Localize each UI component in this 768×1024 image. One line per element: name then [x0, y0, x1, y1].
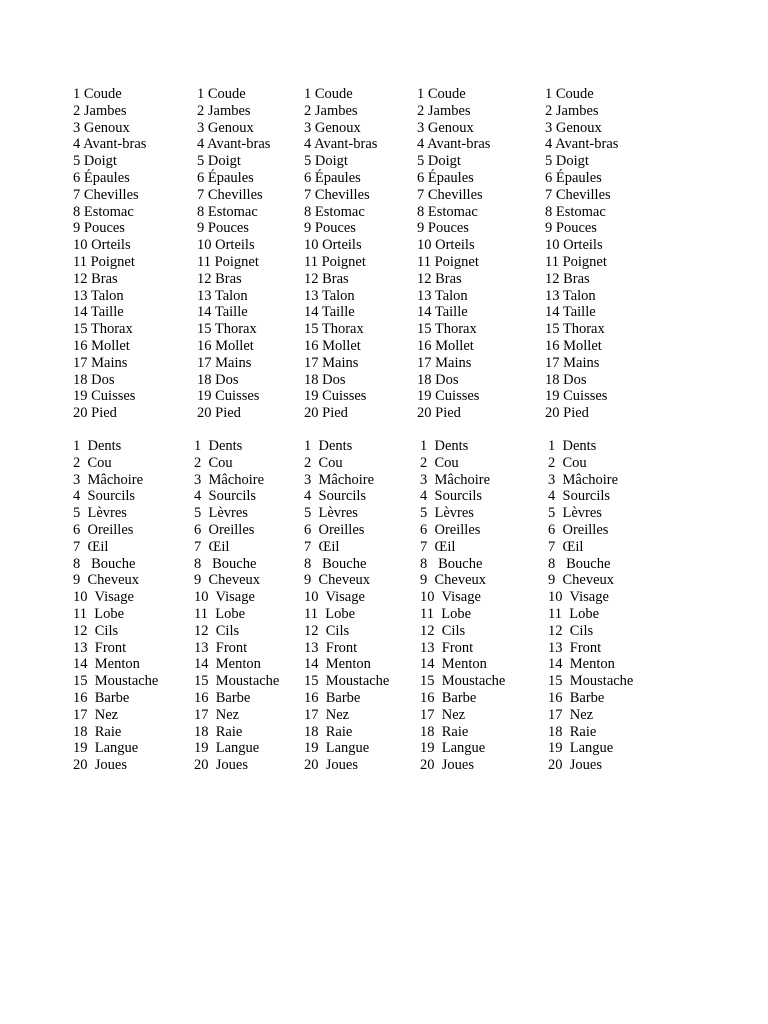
- list-item: 9 Cheveux: [420, 572, 487, 589]
- list-item: 12 Bras: [417, 270, 462, 287]
- list-column-2: [194, 438, 279, 774]
- list-item: 7 Chevilles: [545, 186, 611, 203]
- list-item: 16 Barbe: [194, 689, 251, 706]
- list-item: 14 Taille: [197, 304, 248, 321]
- list-item: 11 Poignet: [545, 253, 607, 270]
- list-item: 14 Menton: [304, 656, 371, 673]
- list-item: 20 Pied: [545, 405, 589, 422]
- list-item: 19 Cuisses: [73, 388, 136, 405]
- list-item: 8 Estomac: [417, 203, 478, 220]
- list-item: 18 Dos: [73, 371, 115, 388]
- list-item: 15 Thorax: [73, 321, 133, 338]
- list-item: 2 Jambes: [304, 102, 358, 119]
- list-item: 4 Sourcils: [194, 488, 257, 505]
- list-item: 2 Jambes: [545, 102, 599, 119]
- list-item: 2 Cou: [304, 454, 343, 471]
- list-item: 9 Pouces: [417, 220, 469, 237]
- list-item: 11 Poignet: [304, 253, 366, 270]
- list-item: 10 Orteils: [304, 237, 362, 254]
- list-item: 1 Dents: [420, 438, 469, 454]
- list-item: 16 Barbe: [420, 689, 477, 706]
- list-item: 7 Chevilles: [304, 186, 370, 203]
- list-item: 1 Coude: [304, 86, 353, 102]
- list-item: 6 Oreilles: [73, 521, 134, 538]
- list-item: 12 Cils: [304, 622, 350, 639]
- list-item: 13 Talon: [73, 287, 124, 304]
- list-item: 11 Lobe: [548, 605, 600, 622]
- list-item: 10 Visage: [304, 589, 365, 606]
- list-item: 19 Cuisses: [417, 388, 480, 405]
- list-item: 4 Sourcils: [304, 488, 367, 505]
- list-item: 9 Pouces: [304, 220, 356, 237]
- list-item: 16 Mollet: [304, 337, 361, 354]
- list-item: 14 Taille: [417, 304, 468, 321]
- list-item: 6 Épaules: [73, 169, 130, 186]
- list-item: 6 Oreilles: [420, 521, 481, 538]
- list-item: 9 Cheveux: [548, 572, 615, 589]
- list-item: 18 Raie: [194, 723, 243, 740]
- list-item: 5 Lèvres: [548, 505, 602, 522]
- list-item: 7 Œil: [304, 538, 340, 555]
- list-item: 17 Nez: [73, 706, 119, 723]
- list-item: 12 Cils: [420, 622, 466, 639]
- list-item: 9 Pouces: [545, 220, 597, 237]
- list-item: 10 Orteils: [73, 237, 131, 254]
- list-item: 18 Dos: [417, 371, 459, 388]
- list-item: 8 Estomac: [73, 203, 134, 220]
- list-item: 15 Moustache: [548, 673, 634, 690]
- list-item: 13 Front: [420, 639, 474, 656]
- list-item: 9 Cheveux: [73, 572, 140, 589]
- list-item: 17 Nez: [304, 706, 350, 723]
- list-item: 4 Avant-bras: [545, 136, 619, 153]
- list-item: 13 Front: [304, 639, 358, 656]
- list-item: 8 Estomac: [304, 203, 365, 220]
- list-column-1: [73, 86, 146, 422]
- list-item: 17 Mains: [545, 354, 600, 371]
- list-item: 11 Poignet: [197, 253, 259, 270]
- list-item: 19 Langue: [304, 740, 370, 757]
- list-item: 1 Dents: [304, 438, 353, 454]
- list-item: 6 Épaules: [304, 169, 361, 186]
- list-item: 20 Joues: [194, 757, 248, 774]
- list-item: 11 Poignet: [73, 253, 135, 270]
- list-item: 2 Cou: [73, 454, 112, 471]
- list-item: 7 Œil: [194, 538, 230, 555]
- list-item: 11 Lobe: [194, 605, 246, 622]
- list-item: 12 Cils: [548, 622, 594, 639]
- list-item: 2 Jambes: [73, 102, 127, 119]
- list-item: 18 Raie: [420, 723, 469, 740]
- list-item: 9 Pouces: [197, 220, 249, 237]
- list-item: 7 Œil: [548, 538, 584, 555]
- list-item: 17 Mains: [304, 354, 359, 371]
- list-item: 5 Lèvres: [194, 505, 248, 522]
- list-item: 7 Chevilles: [417, 186, 483, 203]
- list-item: 16 Barbe: [73, 689, 130, 706]
- list-item: 16 Mollet: [197, 337, 254, 354]
- list-item: 12 Bras: [545, 270, 590, 287]
- list-item: 16 Barbe: [304, 689, 361, 706]
- list-item: 7 Œil: [420, 538, 456, 555]
- list-item: 3 Genoux: [545, 119, 602, 136]
- list-item: 15 Thorax: [545, 321, 605, 338]
- list-item: 14 Taille: [545, 304, 596, 321]
- list-item: 10 Visage: [548, 589, 609, 606]
- list-item: 4 Sourcils: [73, 488, 136, 505]
- list-item: 19 Cuisses: [304, 388, 367, 405]
- list-column-1: [73, 438, 158, 774]
- list-item: 1 Coude: [73, 86, 122, 102]
- list-item: 13 Front: [194, 639, 248, 656]
- list-item: 2 Cou: [194, 454, 233, 471]
- list-item: 15 Moustache: [420, 673, 506, 690]
- list-item: 20 Pied: [304, 405, 348, 422]
- list-item: 20 Pied: [73, 405, 117, 422]
- list-item: 10 Orteils: [197, 237, 255, 254]
- list-item: 6 Épaules: [197, 169, 254, 186]
- list-column-4: [420, 438, 505, 774]
- list-item: 12 Cils: [194, 622, 240, 639]
- list-item: 19 Cuisses: [545, 388, 608, 405]
- list-item: 15 Moustache: [194, 673, 280, 690]
- list-item: 7 Chevilles: [197, 186, 263, 203]
- list-column-3: [304, 438, 389, 774]
- list-item: 8 Bouche: [304, 555, 367, 572]
- list-item: 13 Talon: [417, 287, 468, 304]
- list-item: 4 Sourcils: [420, 488, 483, 505]
- list-item: 3 Mâchoire: [194, 471, 265, 488]
- list-item: 14 Taille: [304, 304, 355, 321]
- list-item: 18 Raie: [73, 723, 122, 740]
- list-item: 17 Mains: [417, 354, 472, 371]
- list-item: 14 Menton: [73, 656, 140, 673]
- list-item: 19 Langue: [73, 740, 139, 757]
- list-item: 5 Doigt: [73, 153, 117, 170]
- list-item: 1 Dents: [548, 438, 597, 454]
- list-item: 1 Coude: [417, 86, 466, 102]
- list-item: 10 Orteils: [545, 237, 603, 254]
- list-item: 3 Mâchoire: [548, 471, 619, 488]
- list-item: 20 Joues: [420, 757, 474, 774]
- list-item: 19 Langue: [194, 740, 260, 757]
- list-item: 18 Dos: [197, 371, 239, 388]
- list-item: 12 Bras: [304, 270, 349, 287]
- list-item: 18 Raie: [548, 723, 597, 740]
- list-item: 10 Visage: [420, 589, 481, 606]
- list-item: 20 Pied: [417, 405, 461, 422]
- list-item: 5 Lèvres: [304, 505, 358, 522]
- list-item: 17 Nez: [420, 706, 466, 723]
- list-item: 19 Langue: [548, 740, 614, 757]
- list-item: 20 Joues: [304, 757, 358, 774]
- list-item: 4 Avant-bras: [73, 136, 147, 153]
- list-item: 3 Mâchoire: [304, 471, 375, 488]
- list-item: 20 Pied: [197, 405, 241, 422]
- list-item: 10 Orteils: [417, 237, 475, 254]
- list-item: 11 Poignet: [417, 253, 479, 270]
- list-item: 15 Moustache: [304, 673, 390, 690]
- list-item: 9 Cheveux: [304, 572, 371, 589]
- list-item: 4 Sourcils: [548, 488, 611, 505]
- list-item: 16 Mollet: [545, 337, 602, 354]
- list-item: 17 Nez: [194, 706, 240, 723]
- list-item: 14 Menton: [548, 656, 615, 673]
- list-item: 2 Cou: [548, 454, 587, 471]
- list-item: 10 Visage: [73, 589, 134, 606]
- list-item: 8 Bouche: [548, 555, 611, 572]
- list-item: 13 Front: [548, 639, 602, 656]
- list-item: 12 Bras: [73, 270, 118, 287]
- list-item: 12 Cils: [73, 622, 119, 639]
- list-item: 15 Thorax: [197, 321, 257, 338]
- list-item: 17 Nez: [548, 706, 594, 723]
- list-item: 18 Dos: [304, 371, 346, 388]
- list-item: 6 Oreilles: [194, 521, 255, 538]
- list-item: 9 Pouces: [73, 220, 125, 237]
- list-column-2: [197, 86, 270, 422]
- list-item: 11 Lobe: [304, 605, 356, 622]
- list-item: 16 Mollet: [417, 337, 474, 354]
- list-item: 14 Taille: [73, 304, 124, 321]
- list-item: 13 Talon: [304, 287, 355, 304]
- list-item: 15 Thorax: [304, 321, 364, 338]
- list-item: 6 Épaules: [545, 169, 602, 186]
- list-item: 8 Estomac: [545, 203, 606, 220]
- list-item: 2 Cou: [420, 454, 459, 471]
- list-item: 13 Front: [73, 639, 127, 656]
- list-item: 20 Joues: [548, 757, 602, 774]
- list-item: 13 Talon: [197, 287, 248, 304]
- list-item: 6 Oreilles: [548, 521, 609, 538]
- list-item: 5 Doigt: [304, 153, 348, 170]
- list-item: 8 Estomac: [197, 203, 258, 220]
- list-item: 17 Mains: [73, 354, 128, 371]
- list-item: 12 Bras: [197, 270, 242, 287]
- list-item: 14 Menton: [194, 656, 261, 673]
- list-item: 3 Mâchoire: [420, 471, 491, 488]
- list-item: 1 Coude: [545, 86, 594, 102]
- list-item: 8 Bouche: [73, 555, 136, 572]
- list-item: 14 Menton: [420, 656, 487, 673]
- list-item: 3 Genoux: [304, 119, 361, 136]
- list-item: 5 Doigt: [197, 153, 241, 170]
- list-item: 5 Doigt: [417, 153, 461, 170]
- list-item: 15 Moustache: [73, 673, 159, 690]
- list-column-4: [417, 86, 490, 422]
- list-column-3: [304, 86, 377, 422]
- list-item: 4 Avant-bras: [304, 136, 378, 153]
- list-item: 18 Raie: [304, 723, 353, 740]
- list-item: 18 Dos: [545, 371, 587, 388]
- list-item: 1 Coude: [197, 86, 246, 102]
- list-item: 20 Joues: [73, 757, 127, 774]
- list-item: 19 Langue: [420, 740, 486, 757]
- list-item: 16 Barbe: [548, 689, 605, 706]
- list-item: 9 Cheveux: [194, 572, 261, 589]
- list-item: 8 Bouche: [194, 555, 257, 572]
- list-column-5: [548, 438, 633, 774]
- list-item: 11 Lobe: [420, 605, 472, 622]
- list-item: 2 Jambes: [197, 102, 251, 119]
- list-item: 3 Mâchoire: [73, 471, 144, 488]
- list-item: 5 Doigt: [545, 153, 589, 170]
- list-item: 17 Mains: [197, 354, 252, 371]
- list-item: 3 Genoux: [417, 119, 474, 136]
- list-item: 8 Bouche: [420, 555, 483, 572]
- list-item: 11 Lobe: [73, 605, 125, 622]
- list-item: 2 Jambes: [417, 102, 471, 119]
- list-item: 1 Dents: [194, 438, 243, 454]
- list-item: 16 Mollet: [73, 337, 130, 354]
- list-item: 3 Genoux: [73, 119, 130, 136]
- list-item: 6 Épaules: [417, 169, 474, 186]
- list-column-5: [545, 86, 618, 422]
- list-item: 5 Lèvres: [420, 505, 474, 522]
- list-item: 7 Chevilles: [73, 186, 139, 203]
- list-item: 4 Avant-bras: [197, 136, 271, 153]
- list-item: 7 Œil: [73, 538, 109, 555]
- list-item: 1 Dents: [73, 438, 122, 454]
- list-item: 19 Cuisses: [197, 388, 260, 405]
- list-item: 15 Thorax: [417, 321, 477, 338]
- list-item: 5 Lèvres: [73, 505, 127, 522]
- list-item: 4 Avant-bras: [417, 136, 491, 153]
- list-item: 13 Talon: [545, 287, 596, 304]
- list-item: 6 Oreilles: [304, 521, 365, 538]
- list-item: 3 Genoux: [197, 119, 254, 136]
- list-item: 10 Visage: [194, 589, 255, 606]
